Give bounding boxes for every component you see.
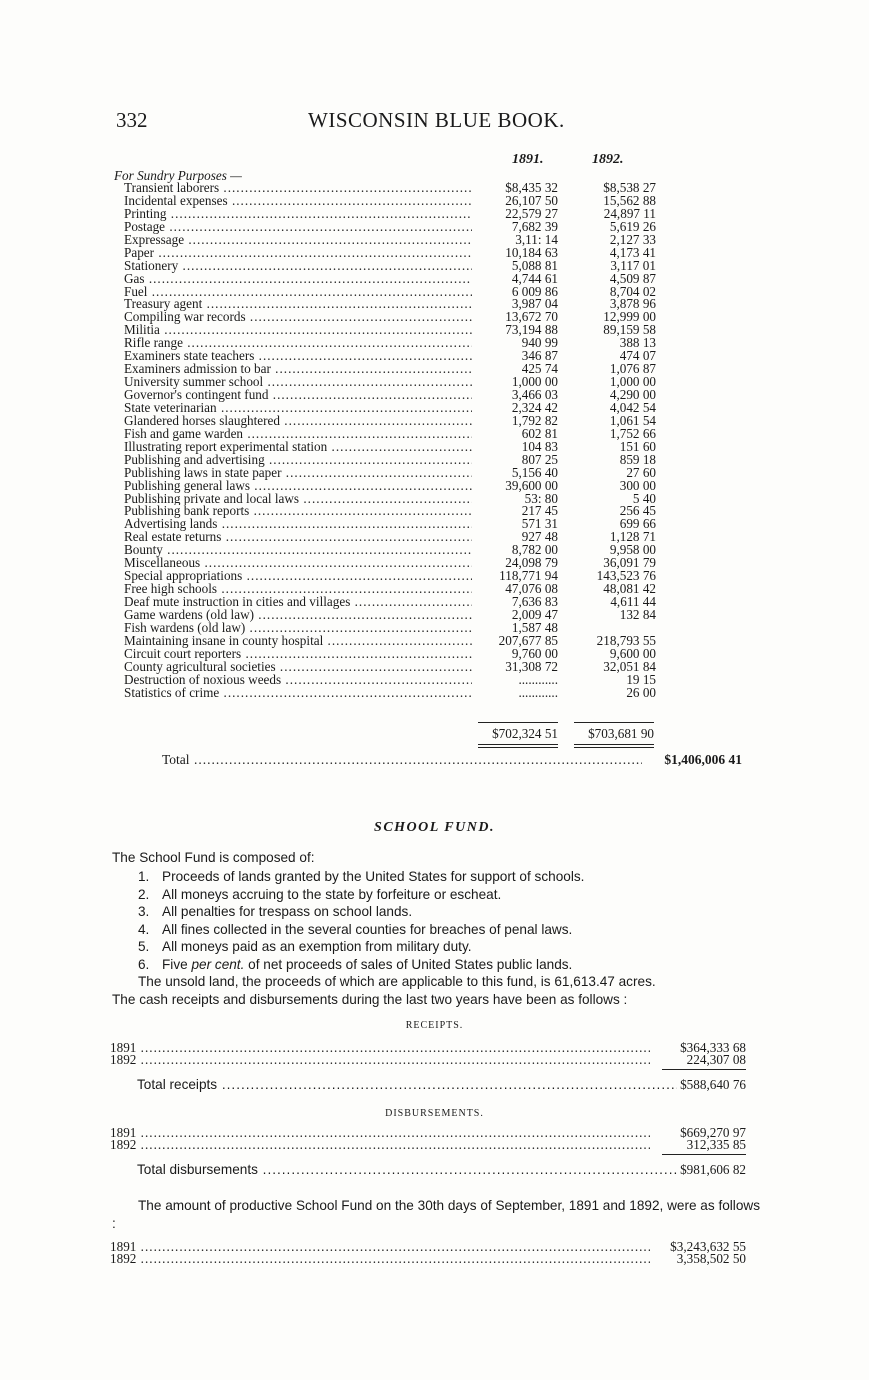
disbursements-rule	[662, 1154, 746, 1155]
value-1892: 143,523 76	[596, 568, 656, 584]
row-label: Militia .....	[124, 324, 472, 337]
value-1891: 3,987 04	[511, 296, 558, 312]
table-row	[114, 477, 774, 493]
value-1891: ............	[518, 671, 558, 687]
table-row	[114, 671, 774, 687]
row-label: Special appropriations .....	[124, 570, 472, 583]
value-1892: 218,793 55	[596, 632, 656, 648]
double-rule-1892	[574, 744, 654, 748]
value-1892: 12,999 00	[603, 309, 656, 325]
table-row	[114, 205, 774, 221]
table-row	[114, 350, 774, 363]
row-label: Printing .....	[124, 208, 472, 221]
value-1892: 27 60	[626, 464, 656, 480]
value-1891: 9,760 00	[511, 645, 558, 661]
value-1892: $8,538 27	[603, 180, 656, 195]
value-1892: 89,159 58	[603, 322, 656, 338]
value-1891: 807 25	[521, 451, 558, 467]
value-1892: 5 40	[632, 490, 656, 506]
row-label: Stationery .....	[124, 260, 472, 273]
value-1892: 5,619 26	[609, 218, 656, 234]
table-row	[114, 298, 774, 311]
row-label: Treasury agent .....	[124, 298, 472, 311]
row-label: Fish wardens (old law) .....	[124, 622, 472, 635]
value-1891: 346 87	[521, 348, 558, 364]
row-label: Fish and game warden .....	[124, 428, 472, 441]
table-row	[114, 399, 774, 415]
value-1891: 8,782 00	[511, 542, 558, 558]
subtotal-1891: $702,324 51	[492, 726, 558, 741]
row-label: Transient laborers .....	[124, 182, 472, 195]
row-label: Governor's contingent fund .....	[124, 389, 472, 402]
value-1892: 474 07	[619, 348, 656, 364]
column-header-1892: 1892.	[592, 152, 624, 167]
value-1892: 26 00	[626, 684, 656, 700]
row-label: County agricultural societies .....	[124, 661, 472, 674]
value-1891: 3,466 03	[511, 387, 558, 402]
row-label: Advertising lands .....	[124, 518, 472, 531]
value-1891: 7,682 39	[511, 218, 558, 234]
value-1892: 1,752 66	[609, 425, 656, 441]
table-row	[114, 257, 774, 273]
sundry-rows	[114, 182, 774, 700]
list-item: 2. All moneys accruing to the state by forfeiture or escheat.	[138, 886, 502, 902]
row-label: Gas .....	[124, 273, 472, 286]
value-1891: 3,11: 14	[515, 231, 558, 247]
value-1891: 2,324 42	[511, 399, 558, 415]
row-label: Rifle range .....	[124, 337, 472, 350]
row-label: Expressage .....	[124, 234, 472, 247]
value-1891: $8,435 32	[505, 180, 558, 195]
value-1892: 48,081 42	[603, 581, 656, 597]
row-label: Bounty .....	[124, 544, 472, 557]
table-row	[114, 518, 774, 531]
table-row	[114, 684, 774, 700]
row-label: Maintaining insane in county hospital .....	[124, 635, 472, 648]
value-1892: 132 84	[619, 606, 656, 622]
row-label: Real estate returns .....	[124, 531, 472, 544]
row-label: Examiners admission to bar .....	[124, 363, 472, 376]
unsold-land-paragraph: The unsold land, the proceeds of which are applicable to this fund, is 61,613.47 acres.	[138, 974, 656, 989]
value-1892: 8,704 02	[609, 283, 656, 299]
table-row	[114, 464, 774, 480]
value-1892: 2,127 33	[609, 231, 656, 247]
table-row	[114, 438, 774, 454]
value-1892: 3,878 96	[609, 296, 656, 312]
value-1891: 118,771 94	[499, 568, 558, 584]
row-label: Publishing and advertising .....	[124, 454, 472, 467]
row-label: Destruction of noxious weeds .....	[124, 674, 472, 687]
value-1892: 151 60	[619, 438, 656, 454]
value-1891: 26,107 50	[505, 192, 558, 208]
list-item: 3. All penalties for trespass on school lands.	[138, 904, 413, 920]
table-row	[114, 425, 774, 441]
table-row	[114, 490, 774, 506]
grand-total-label: Total .....	[162, 752, 642, 768]
value-1892: 4,173 41	[609, 244, 656, 260]
value-1891: 47,076 08	[505, 581, 558, 597]
row-label: Incidental expenses .....	[124, 195, 472, 208]
table-row	[114, 412, 774, 428]
value-1892: 300 00	[619, 477, 656, 493]
table-row	[114, 570, 774, 583]
value-1892: 1,128 71	[609, 529, 656, 545]
school-fund-intro: The School Fund is composed of:	[112, 850, 315, 865]
value-1891: 927 48	[521, 529, 558, 545]
receipts-row-1891: 1891 ..... $364,333 68	[110, 1040, 746, 1055]
list-item: 5. All moneys paid as an exemption from military duty.	[138, 939, 472, 955]
productive-row-1891: 1891 ..... $3,243,632 55	[110, 1239, 746, 1254]
table-row	[114, 244, 774, 260]
row-label: Statistics of crime .....	[124, 687, 472, 700]
table-row	[114, 619, 774, 635]
table-row	[114, 218, 774, 234]
column-header-1891: 1891.	[512, 152, 544, 167]
row-label: Fuel .....	[124, 286, 472, 299]
value-1892: 256 45	[619, 503, 656, 519]
table-row	[114, 583, 774, 596]
table-row	[114, 645, 774, 661]
value-1891: 31,308 72	[505, 658, 558, 674]
value-1891: 1,792 82	[511, 412, 558, 428]
value-1891: 1,587 48	[511, 619, 558, 635]
table-row	[114, 192, 774, 208]
value-1892: 859 18	[619, 451, 656, 467]
value-1892: 9,600 00	[609, 645, 656, 661]
value-1891: 73,194 88	[505, 322, 558, 338]
value-1892: 3,117 01	[610, 257, 656, 273]
value-1891: 104 83	[521, 438, 558, 454]
value-1891: 4,744 61	[511, 270, 558, 286]
value-1892: 15,562 88	[603, 192, 656, 208]
row-label: Postage .....	[124, 221, 472, 234]
value-1891: 425 74	[521, 361, 558, 377]
table-row	[114, 557, 774, 570]
row-label: Deaf mute instruction in cities and villages .....	[124, 596, 472, 609]
receipts-row-1892: 1892 ..... 224,307 08	[110, 1052, 746, 1067]
value-1891: 2,009 47	[511, 606, 558, 622]
productive-row-1892: 1892 ..... 3,358,502 50	[110, 1251, 746, 1266]
disbursements-heading: DISBURSEMENTS.	[385, 1108, 484, 1119]
value-1892: 4,611 44	[610, 594, 656, 609]
disbursements-row-1892: 1892 ..... 312,335 85	[110, 1137, 746, 1152]
table-row	[114, 596, 774, 609]
page-header	[116, 108, 756, 134]
page-title: WISCONSIN BLUE BOOK.	[308, 108, 565, 132]
section-label: For Sundry Purposes —	[114, 168, 242, 183]
value-1892: 9,958 00	[609, 542, 656, 558]
value-1891: ............	[518, 684, 558, 700]
subtotal-rule-1892	[574, 722, 654, 723]
row-label: Miscellaneous .....	[124, 557, 472, 570]
row-label: Circuit court reporters .....	[124, 648, 472, 661]
row-label: Examiners state teachers .....	[124, 350, 472, 363]
value-1891: 571 31	[521, 516, 558, 532]
value-1891: 217 45	[521, 503, 558, 519]
row-label: Game wardens (old law) .....	[124, 609, 472, 622]
value-1891: 1,000 00	[511, 374, 558, 390]
table-row	[114, 270, 774, 286]
row-label: Publishing general laws .....	[124, 480, 472, 493]
table-row	[114, 606, 774, 622]
value-1892: 388 13	[619, 335, 656, 351]
value-1892: 4,509 87	[609, 270, 656, 286]
table-row	[114, 283, 774, 299]
value-1892: 1,061 54	[609, 412, 656, 428]
table-row	[114, 363, 774, 376]
table-row	[114, 451, 774, 467]
row-label: Paper .....	[124, 247, 472, 260]
value-1892: 36,091 79	[603, 555, 656, 571]
school-fund-title: SCHOOL FUND.	[374, 820, 495, 835]
table-row	[114, 231, 774, 247]
value-1891: 13,672 70	[505, 309, 558, 325]
subtotal-1892: $703,681 90	[588, 726, 654, 741]
row-label: University summer school .....	[124, 376, 472, 389]
value-1891: 10,184 63	[505, 244, 558, 260]
value-1892: 24,897 11	[603, 205, 656, 221]
row-label: State veterinarian .....	[124, 402, 472, 415]
grand-total-row	[162, 752, 742, 768]
table-row	[114, 531, 774, 544]
list-item: 6. Five per cent. of net proceeds of sales of United States public lands.	[138, 956, 573, 972]
table-row	[114, 337, 774, 350]
value-1892: 699 66	[619, 516, 656, 532]
page-number: 332	[116, 108, 148, 132]
productive-fund-paragraph: The amount of productive School Fund on the 30th days of September, 1891 and 1892, were as follows :	[112, 1198, 760, 1231]
total-receipts-row: Total receipts ..... $588,640 76	[137, 1077, 746, 1092]
subtotal-rule-1891	[478, 722, 558, 723]
value-1892: 4,290 00	[609, 387, 656, 402]
receipts-heading: RECEIPTS.	[405, 1020, 464, 1031]
list-item: 4. All fines collected in the several counties for breaches of penal laws.	[138, 921, 573, 937]
value-1891: 6 009 86	[511, 283, 558, 299]
grand-total-value: $1,406,006 41	[664, 752, 742, 767]
value-1891: 940 99	[521, 335, 558, 351]
table-row	[114, 658, 774, 674]
value-1892: 1,076 87	[609, 361, 656, 377]
row-label: Glandered horses slaughtered .....	[124, 415, 472, 428]
table-row	[114, 389, 774, 402]
value-1891: 207,677 85	[498, 632, 558, 648]
list-item: 1. Proceeds of lands granted by the United States for support of schools.	[138, 869, 585, 884]
table-row	[114, 311, 774, 324]
table-row	[114, 182, 774, 195]
value-1891: 24,098 79	[505, 555, 558, 571]
disbursements-row-1891: 1891 ..... $669,270 97	[110, 1125, 746, 1140]
row-label: Free high schools .....	[124, 583, 472, 596]
row-label: Publishing bank reports .....	[124, 505, 472, 518]
value-1892: 19 15	[626, 671, 656, 687]
double-rule-1891	[478, 744, 558, 748]
cash-paragraph: The cash receipts and disbursements during the last two years have been as follows :	[112, 992, 628, 1007]
value-1891: 39,600 00	[505, 477, 558, 493]
value-1891: 7,636 83	[511, 594, 558, 609]
table-row	[114, 324, 774, 337]
value-1891: 5,088 81	[511, 257, 558, 273]
school-fund-list	[138, 868, 758, 974]
value-1892: 1,000 00	[609, 374, 656, 390]
row-label: Publishing private and local laws .....	[124, 493, 472, 506]
value-1892: 32,051 84	[603, 658, 656, 674]
value-1891: 5,156 40	[511, 464, 558, 480]
total-disbursements-row: Total disbursements ..... $981,606 82	[137, 1162, 746, 1177]
table-row	[114, 544, 774, 557]
value-1892: 4,042 54	[609, 399, 656, 415]
table-row	[114, 376, 774, 389]
table-row	[114, 632, 774, 648]
row-label: Publishing laws in state paper .....	[124, 467, 472, 480]
row-label: Compiling war records .....	[124, 311, 472, 324]
value-1891: 53: 80	[524, 490, 558, 506]
row-label: Illustrating report experimental station .....	[124, 441, 472, 454]
receipts-rule	[662, 1069, 746, 1070]
table-row	[114, 505, 774, 518]
value-1891: 602 81	[521, 425, 558, 441]
value-1891: 22,579 27	[505, 205, 558, 221]
